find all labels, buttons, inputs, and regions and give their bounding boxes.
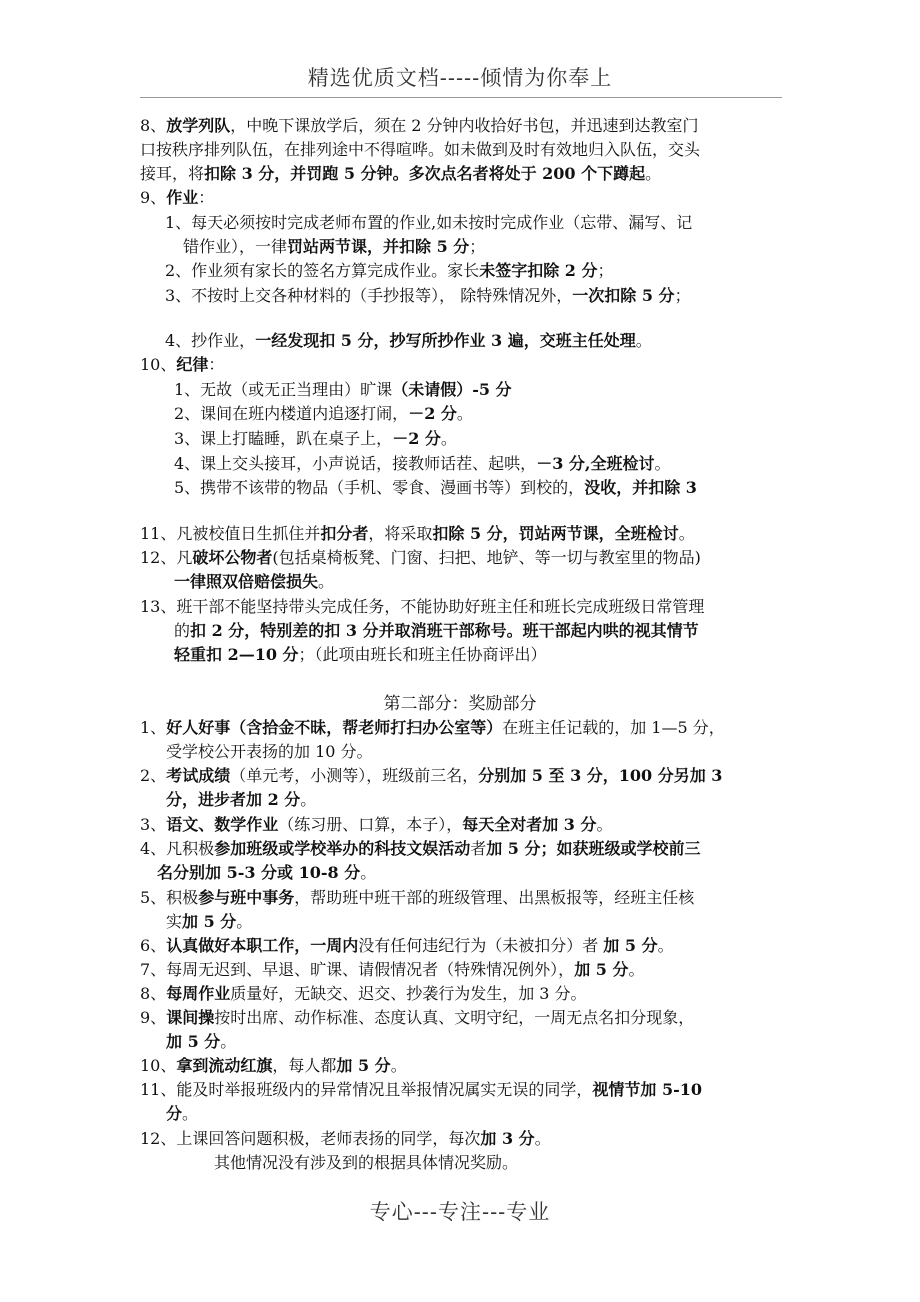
text-segment: 。 [360,863,377,882]
bold-segment: 课间操 [166,1008,215,1027]
text-line [140,140,700,160]
bold-segment: 参与班中事务 [198,888,295,907]
text-segment: 其他情况没有涉及到的根据具体情况奖励。 [214,1153,519,1172]
text-segment: 。 [678,524,695,543]
text-line [165,213,692,233]
text-line [174,454,670,474]
bold-segment: 罚站两节课，并扣除 5 分 [287,237,470,256]
text-segment: 1、 [140,718,167,737]
bold-segment: 扣除 3 分，并罚跑 5 分钟。多次点名者将处于 200 个下蹲起 [204,164,646,183]
bold-segment: 轻重扣 2—10 分 [174,645,299,664]
bold-segment: 参加班级或学校举办的科技文娱活动 [214,839,471,858]
text-segment: 8、 [140,984,167,1003]
text-segment: 的 [174,621,191,640]
text-segment: ，将采取 [368,524,433,543]
text-segment: ； [469,237,486,256]
text-segment: 4、凡积极 [140,839,215,858]
text-segment: 6、 [140,936,167,955]
text-line [166,790,316,810]
text-segment: 。 [390,1056,407,1075]
header-divider [140,97,782,98]
text-segment: 在班主任记载的，加 1—5 分， [502,718,725,737]
page-header: 精选优质文档-----倾情为你奉上 [307,66,613,90]
text-line [140,164,661,184]
text-line [157,863,376,883]
text-segment: 12、上课回答问题积极，老师表扬的同学，每次 [140,1129,481,1148]
text-segment: 。 [440,429,457,448]
text-line [140,188,214,208]
text-segment: 12、凡 [140,548,193,567]
text-segment: 9、 [140,188,167,207]
text-line [214,1153,518,1173]
text-segment: 2、作业须有家长的签名方算完成作业。家长 [165,261,480,280]
text-line [174,478,697,498]
text-segment: 错作业），一律 [183,237,288,256]
text-line [165,261,613,281]
text-line [140,766,722,786]
text-line [166,742,373,762]
text-segment: （练习册、口算，本子）， [278,815,463,834]
text-segment: 。 [534,1129,551,1148]
text-segment: 。 [657,936,674,955]
text-line [165,286,691,306]
bold-segment: 语文、数学作业 [166,815,279,834]
text-line [174,404,473,424]
text-line [174,380,512,400]
bold-segment: 分，进步者加 2 分 [166,790,301,809]
bold-segment: 纪律 [176,355,209,374]
bold-segment: 每天全对者加 3 分 [462,815,597,834]
bold-segment: 没收，并扣除 3 [584,478,697,497]
text-line [174,429,457,449]
text-segment: 10、 [140,1056,177,1075]
text-segment: 。 [645,164,662,183]
text-segment: 者 [470,839,487,858]
text-segment: (包括桌椅板凳、门窗、扫把、地铲、等一切与教室里的物品) [272,548,701,567]
bold-segment: 视情节加 5-10 [592,1080,702,1099]
text-line [140,839,701,859]
page-footer: 专心---专注---专业 [369,1200,551,1224]
text-segment: 1、每天必须按时完成老师布置的作业,如未按时完成作业（忘带、漏写、记 [165,213,693,232]
text-segment: 。 [300,790,317,809]
text-line [174,572,334,592]
text-segment: 3、不按时上交各种材料的（手抄报等）， 除特殊情况外， [165,286,573,305]
text-segment: 2、课间在班内楼道内追逐打闹， [174,404,409,423]
bold-segment: －3 分,全班检讨 [536,454,655,473]
text-segment: 10、 [140,355,177,374]
bold-segment: 分 [166,1104,183,1123]
bold-segment: （未请假）-5 分 [392,380,512,399]
bold-segment: －2 分 [392,429,441,448]
bold-segment: 加 5 分；如获班级或学校前三 [486,839,701,858]
text-line [140,815,613,835]
text-segment: 。 [220,1032,237,1051]
text-line [140,548,701,568]
bold-segment: 加 5 分 [166,1032,221,1051]
text-segment: （单元考，小测等），班级前三名， [230,766,479,785]
text-line [140,984,587,1004]
text-line [140,960,644,980]
bold-segment: 未签字扣除 2 分 [479,261,598,280]
bold-segment: 作业 [166,188,199,207]
bold-segment: 每周作业 [166,984,231,1003]
bold-segment: 加 3 分 [480,1129,535,1148]
text-segment: 质量好，无缺交、迟交、抄袭行为发生，加 3 分。 [230,984,587,1003]
text-line [165,331,652,351]
text-segment: 。 [182,1104,199,1123]
section-title: 第二部分：奖励部分 [383,694,537,714]
text-segment: 。 [456,404,473,423]
text-segment: 。 [236,912,253,931]
text-segment: 实 [166,912,183,931]
text-segment: 13、班干部不能坚持带头完成任务，不能协助好班主任和班长完成班级日常管理 [140,597,705,616]
text-segment: 7、每周无迟到、早退、旷课、请假情况者（特殊情况例外）， [140,960,575,979]
text-segment: 3、课上打瞌睡，趴在桌子上， [174,429,393,448]
bold-segment: 一次扣除 5 分 [572,286,675,305]
text-line [166,1104,198,1124]
text-segment: 。 [635,331,652,350]
text-line [140,1080,702,1100]
text-segment: 1、无故（或无正当理由）旷课 [174,380,393,399]
bold-segment: 一律照双倍赔偿损失 [174,572,319,591]
text-segment: ，每人都 [272,1056,337,1075]
text-segment: 11、能及时举报班级内的异常情况且举报情况属实无误的同学， [140,1080,593,1099]
bold-segment: 加 5 分 [182,912,237,931]
bold-segment: 加 5 分 [336,1056,391,1075]
text-line [174,621,699,641]
bold-segment: 扣除 5 分，罚站两节课，全班检讨 [432,524,679,543]
text-segment: ，帮助班中班干部的班级管理、出黑板报等，经班主任核 [294,888,695,907]
bold-segment: 扣分者 [320,524,369,543]
bold-segment: 考试成绩 [166,766,231,785]
text-segment: 。 [318,572,335,591]
text-line [140,936,674,956]
text-segment: ，中晚下课放学后，须在 2 分钟内收拾好书包，并迅速到达教室门 [230,116,699,135]
bold-segment: 一经发现扣 5 分，抄写所抄作业 3 遍，交班主任处理 [255,331,636,350]
text-line [140,116,699,136]
bold-segment: 名分别加 5-3 分或 10-8 分 [157,863,361,882]
bold-segment: 破坏公物者 [192,548,273,567]
text-segment: 。 [628,960,645,979]
text-segment: 5、积极 [140,888,199,907]
text-line [140,1056,407,1076]
text-segment: 。 [596,815,613,834]
text-line [140,597,704,617]
bold-segment: －2 分 [408,404,457,423]
text-segment: 4、课上交头接耳，小声说话，接教师话茬、起哄， [174,454,537,473]
text-segment: ； [597,261,614,280]
text-segment: 11、凡被校值日生抓住并 [140,524,321,543]
bold-segment: 加 5 分 [574,960,629,979]
text-line [140,888,694,908]
text-segment: 9、 [140,1008,167,1027]
text-line [174,645,547,665]
text-segment: 2、 [140,766,167,785]
text-line [140,524,695,544]
text-segment: ； [674,286,691,305]
text-segment: 接耳，将 [140,164,205,183]
text-line [140,355,224,375]
text-segment: 没有任何违纪行为（未被扣分）者 [358,936,604,955]
text-segment: 按时出席、动作标准、态度认真、文明守纪，一周无点名扣分现象， [214,1008,695,1027]
text-segment: ： [198,188,215,207]
bold-segment: 放学列队 [166,116,231,135]
bold-segment: 拿到流动红旗 [176,1056,273,1075]
text-line [140,718,725,738]
bold-segment: 加 5 分 [603,936,658,955]
text-segment: 。 [654,454,671,473]
bold-segment: 好人好事（含拾金不昧，帮老师打扫办公室等） [166,718,503,737]
text-line [166,1032,236,1052]
text-segment: 8、 [140,116,167,135]
text-line [183,237,485,257]
bold-segment: 扣 2 分，特别差的扣 3 分并取消班干部称号。班干部起内哄的视其情节 [190,621,699,640]
text-line [140,1008,694,1028]
text-segment: 5、携带不该带的物品（手机、零食、漫画书等）到校的， [174,478,585,497]
bold-segment: 分别加 5 至 3 分，100 分另加 3 [478,766,723,785]
text-line [166,912,252,932]
bold-segment: 认真做好本职工作，一周内 [166,936,359,955]
text-segment: 3、 [140,815,167,834]
text-segment: ；（此项由班长和班主任协商评出） [298,645,547,664]
text-segment: 口按秩序排列队伍，在排列途中不得喧哗。如未做到及时有效地归入队伍，交头 [140,140,701,159]
text-segment: 4、抄作业， [165,331,256,350]
text-line [140,1129,551,1149]
text-segment: ： [208,355,225,374]
text-segment: 受学校公开表扬的加 10 分。 [166,742,373,761]
